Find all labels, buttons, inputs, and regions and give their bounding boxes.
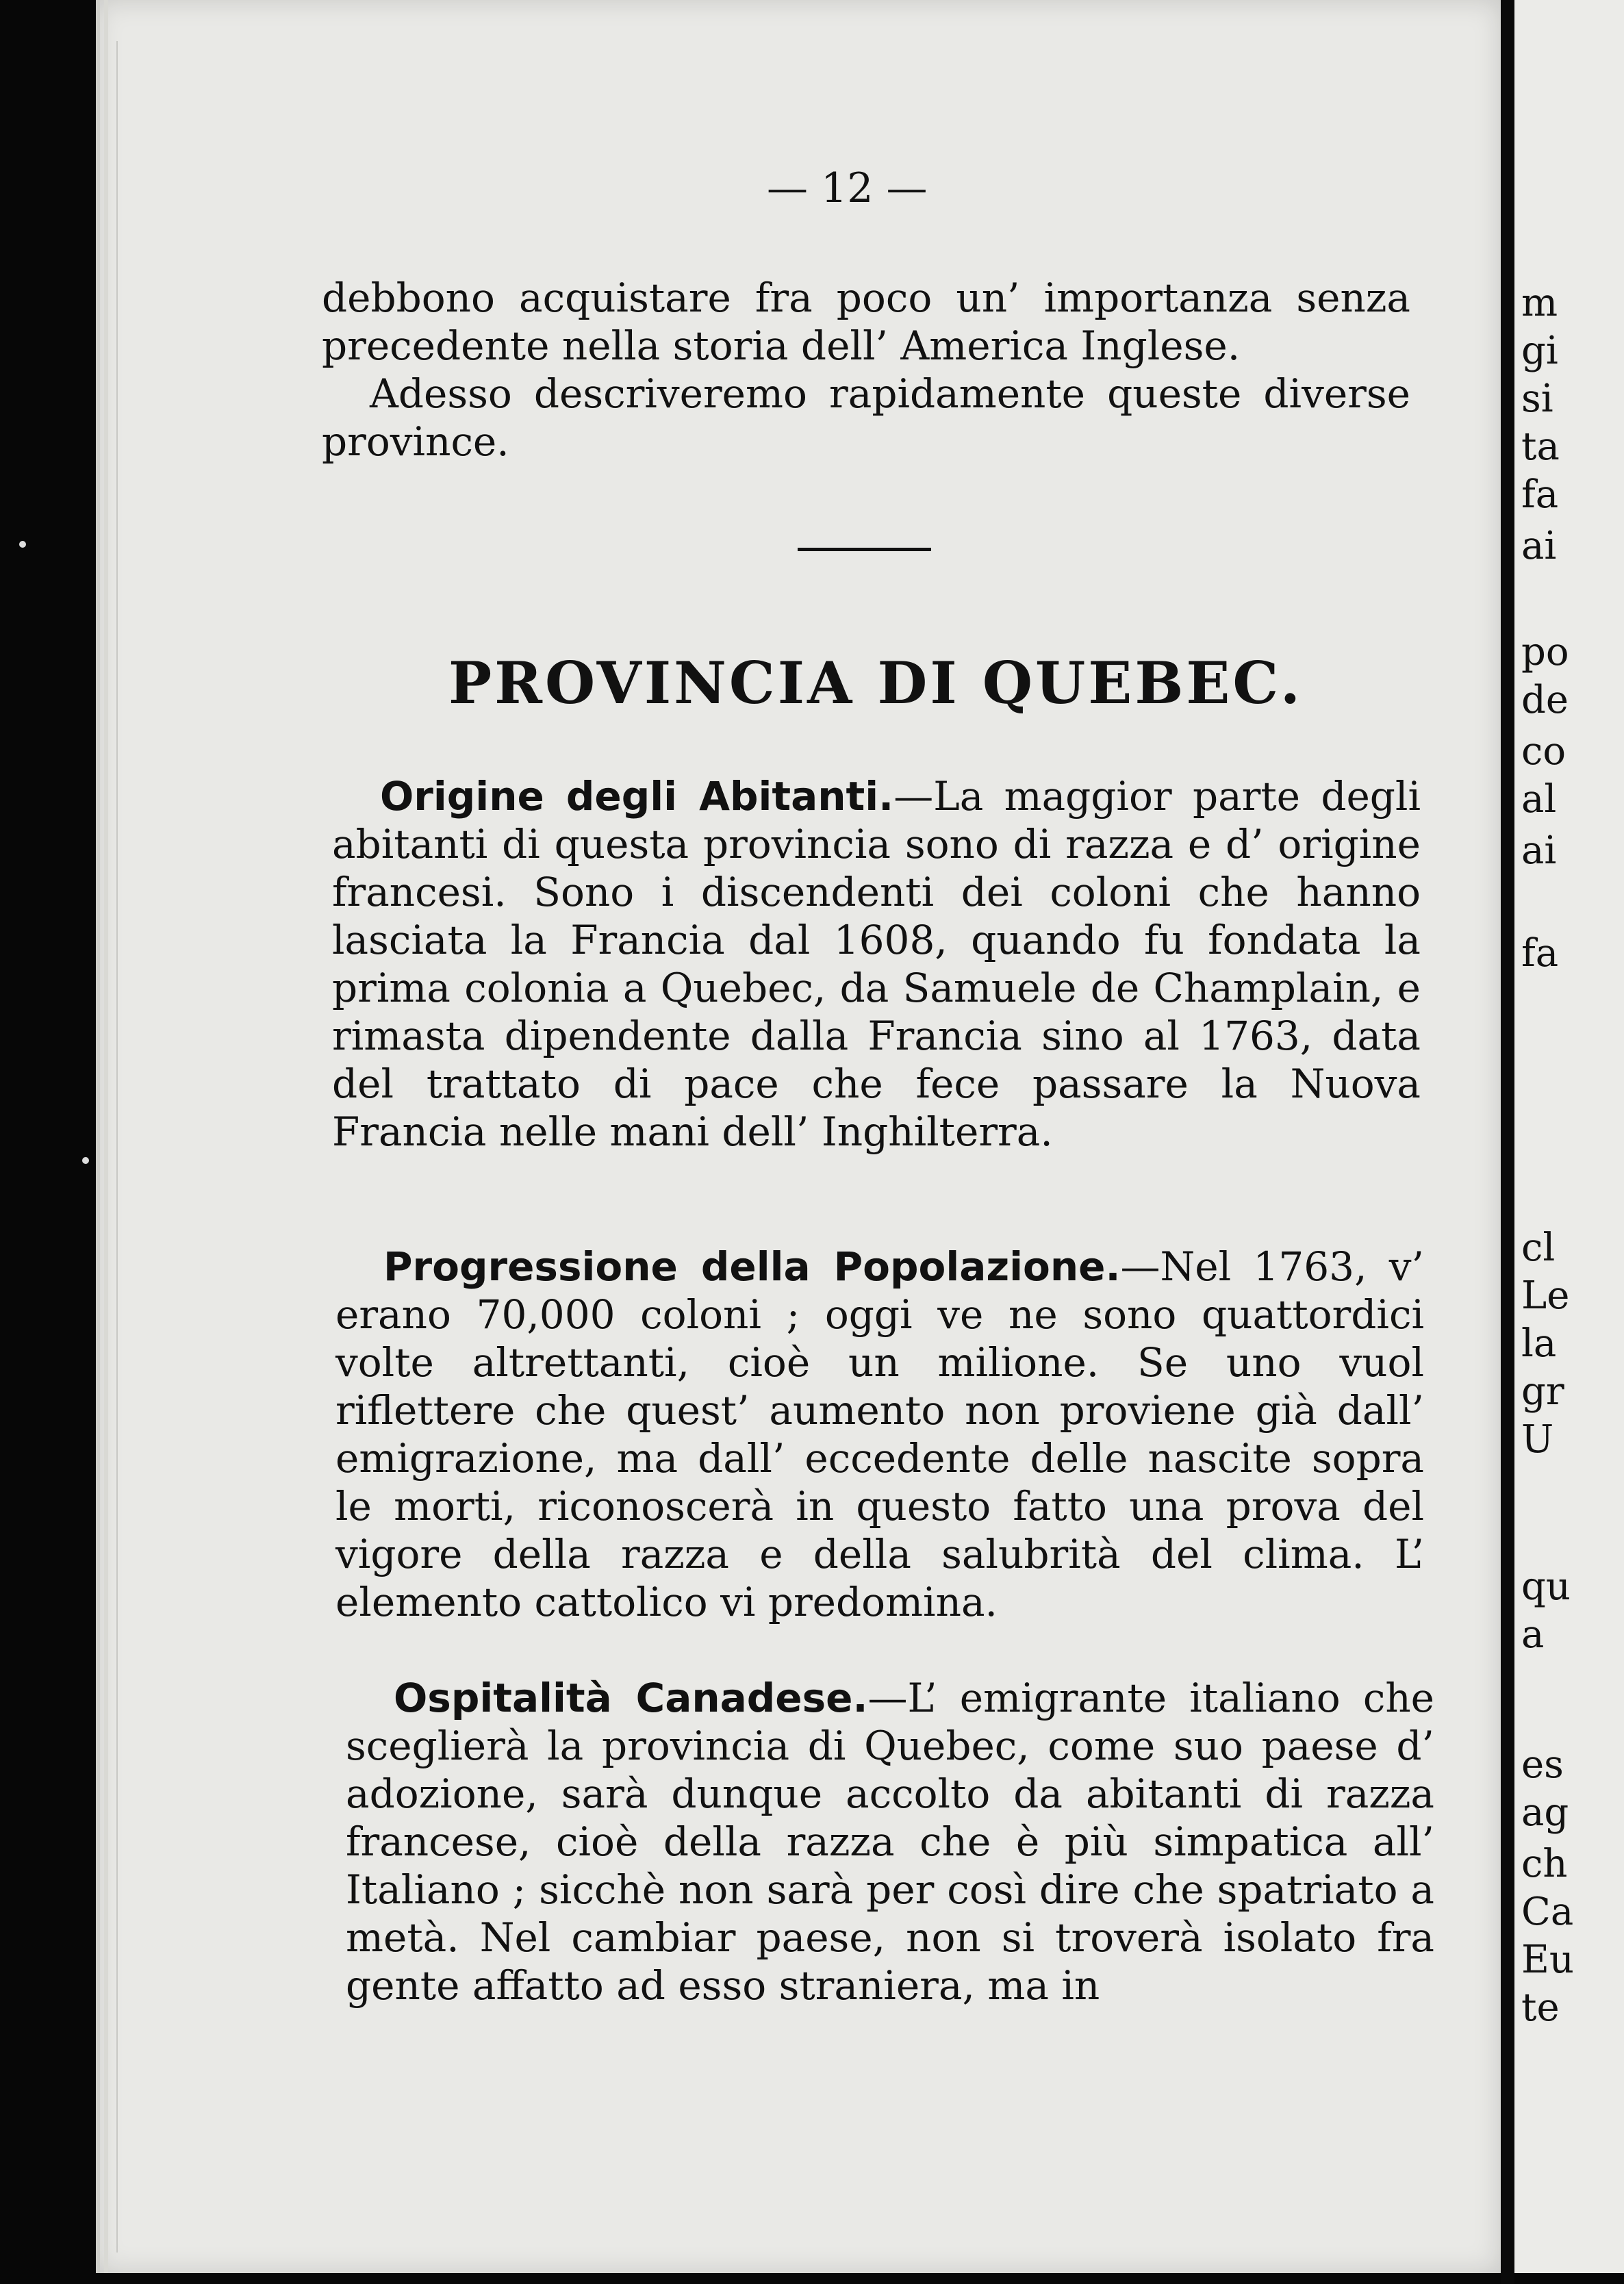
- section-text: —L’ emigrante italiano che sceglierà la provincia di Quebec, come suo paese d’ adozione, sarà dunque accolto da abitanti di razza francese, cioè della razza che è più simpatica all’ Italiano ; sicchè non sarà per così dire che spatriato a metà. Nel cambiar paese, non si troverà isolato fra gente affatto ad esso straniera, ma in: [346, 1675, 1434, 2009]
- section-title: Ospitalità Canadese.: [394, 1675, 868, 1721]
- right-page-fragment: te: [1521, 1985, 1560, 2030]
- right-page-fragment: es: [1521, 1742, 1564, 1787]
- right-page-fragment: po: [1521, 630, 1569, 674]
- page-edge: [96, 0, 100, 2273]
- right-page-fragment: U: [1521, 1417, 1554, 1462]
- section-ospitalita: [346, 1674, 1434, 2009]
- section-popolazione: [335, 1243, 1424, 1626]
- right-page: [1514, 0, 1624, 2273]
- section-title: Progressione della Popolazione.: [383, 1243, 1121, 1290]
- right-page-fragment: Eu: [1521, 1938, 1574, 1982]
- right-page-fragment: a: [1521, 1612, 1545, 1657]
- section-title: Origine degli Abitanti.: [380, 773, 894, 820]
- right-page-fragment: gi: [1521, 329, 1558, 373]
- right-page-fragment: ai: [1521, 828, 1557, 873]
- intro-paragraph-2: [322, 370, 1410, 466]
- right-page-fragment: co: [1521, 729, 1566, 774]
- right-page-fragment: ch: [1521, 1842, 1568, 1886]
- right-page-fragment: Ca: [1521, 1890, 1574, 1934]
- right-page-fragment: ta: [1521, 424, 1560, 469]
- right-page-fragment: al: [1521, 777, 1557, 822]
- right-page-fragment: m: [1521, 281, 1558, 325]
- right-page-fragment: fa: [1521, 472, 1559, 517]
- right-page-fragment: ag: [1521, 1790, 1569, 1835]
- scan-speck: [82, 1157, 89, 1164]
- right-page-fragment: si: [1521, 377, 1553, 421]
- right-page-fragment: ai: [1521, 524, 1557, 568]
- section-text: —Nel 1763, v’ erano 70,000 coloni ; oggi ve ne sono quattordici volte altrettanti, cioè un milione. Se uno vuol riflettere che quest’ aumento non proviene già dall’ emigrazione, ma dall’ eccedente delle nascite sopra le morti, riconoscerà in questo fatto una prova del vigore della razza e della salubrità del clima. L’ elemento cattolico vi predomina.: [335, 1243, 1424, 1625]
- right-page-fragment: fa: [1521, 931, 1559, 976]
- section-text: —La maggior parte degli abitanti di questa provincia sono di razza e d’ origine francesi. Sono i discendenti dei coloni che hanno lasciata la Francia dal 1608, quando fu fondata la prima colonia a Quebec, da Samuele de Champlain, e rimasta dipendente dalla Francia sino al 1763, data del trattato di pace che fece passare la Nuova Francia nelle mani dell’ Inghilterra.: [332, 773, 1421, 1155]
- right-page-fragment: de: [1521, 678, 1569, 722]
- section-origine: [332, 772, 1421, 1156]
- intro-paragraph: debbono acquistare fra poco un’ importanza senza precedente nella storia dell’ America Inglese.: [322, 275, 1410, 369]
- right-page-fragment: Le: [1521, 1273, 1570, 1318]
- scan-speck: [19, 541, 26, 548]
- book-gutter: [1501, 0, 1514, 2284]
- page-edge: [104, 0, 108, 2273]
- page-heading: PROVINCIA DI QUEBEC.: [448, 649, 1303, 717]
- intro-paragraph-2-text: Adesso descriveremo rapidamente queste diverse province.: [322, 370, 1410, 465]
- page-number: — 12 —: [767, 164, 928, 212]
- section-divider: [798, 548, 931, 551]
- right-page-fragment: cl: [1521, 1226, 1556, 1270]
- right-page-fragment: la: [1521, 1321, 1557, 1366]
- right-page-fragment: qu: [1521, 1564, 1571, 1609]
- right-page-fragment: gr: [1521, 1369, 1564, 1414]
